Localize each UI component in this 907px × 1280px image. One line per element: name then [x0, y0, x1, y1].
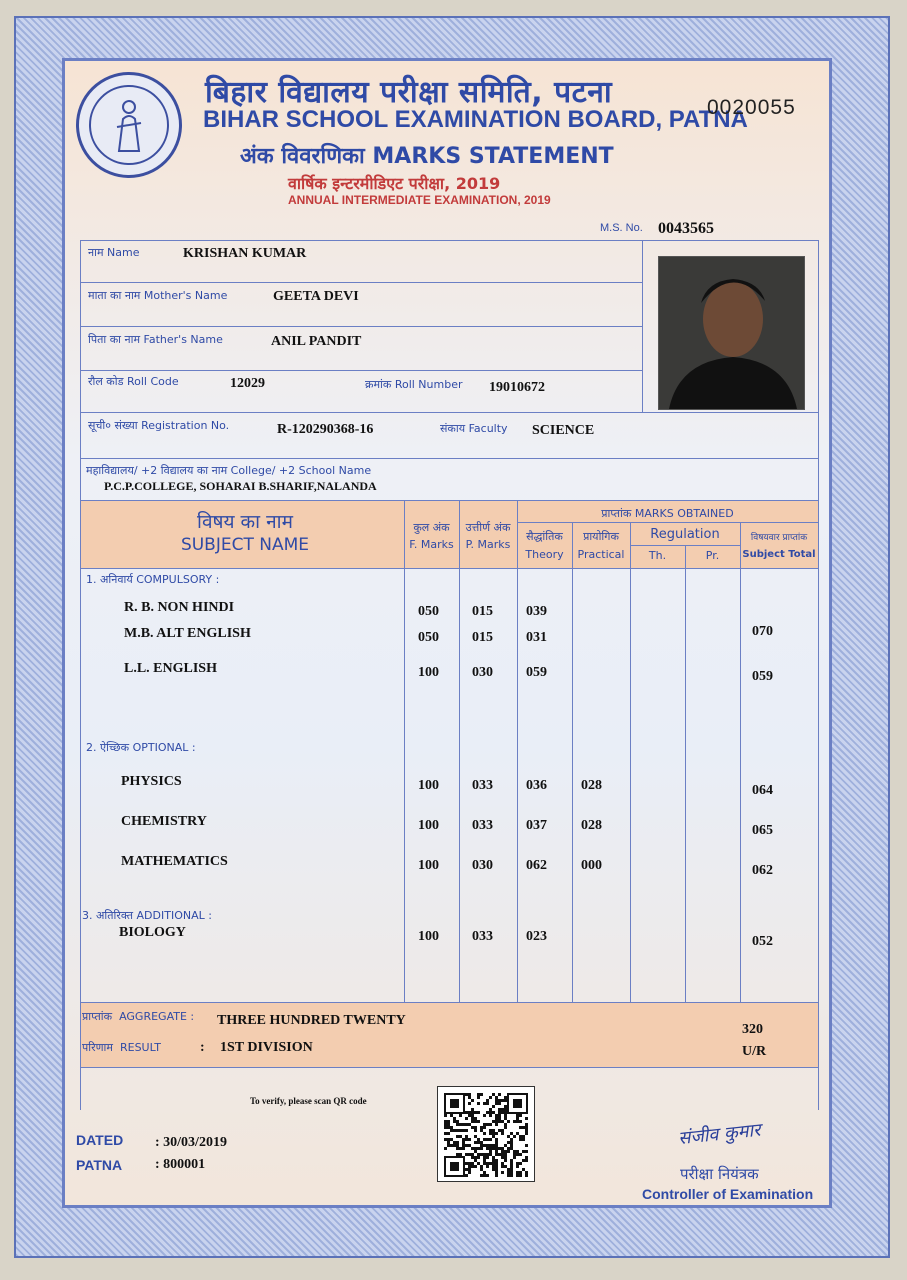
dated-value: : 30/03/2019	[155, 1135, 227, 1150]
patna-label: PATNA	[76, 1157, 123, 1173]
result-value: 1ST DIVISION	[220, 1040, 313, 1055]
regulation-theory-header: Th.	[648, 549, 667, 562]
aggregate-label-hindi: प्राप्तांक	[82, 1010, 113, 1023]
result-label	[82, 1040, 161, 1055]
section-optional: 2. ऐच्छिक OPTIONAL :	[86, 741, 196, 754]
regulation-header: Regulation	[650, 527, 720, 542]
mother-name-label: माता का नाम Mother's Name	[88, 289, 228, 302]
full-marks-cell: 100	[418, 858, 439, 873]
statement-title-english: MARKS STATEMENT	[372, 144, 614, 169]
theory-marks-cell: 031	[526, 630, 547, 645]
full-marks-cell: 100	[418, 778, 439, 793]
full-marks-cell: 100	[418, 665, 439, 680]
board-name-english: BIHAR SCHOOL EXAMINATION BOARD, PATNA	[203, 106, 748, 133]
subject-total-cell: 052	[752, 934, 773, 949]
pass-marks-cell: 030	[472, 665, 493, 680]
practical-header-hindi: प्रायोगिक	[583, 530, 619, 543]
pass-marks-header-hindi: उत्तीर्ण अंक	[465, 521, 511, 534]
subject-name: M.B. ALT ENGLISH	[124, 626, 251, 641]
statement-title-hindi: अंक विवरणिका	[240, 144, 365, 169]
pass-marks-header: P. Marks	[465, 538, 511, 551]
controller-title-hindi: परीक्षा नियंत्रक	[680, 1165, 759, 1183]
student-name: KRISHAN KUMAR	[183, 246, 307, 261]
section-additional: 3. अतिरिक्त ADDITIONAL :	[82, 909, 212, 922]
full-marks-cell: 050	[418, 630, 439, 645]
faculty: SCIENCE	[532, 423, 595, 438]
subject-name: L.L. ENGLISH	[124, 661, 217, 676]
statement-title	[240, 140, 614, 170]
theory-marks-cell: 062	[526, 858, 547, 873]
student-photo	[658, 256, 805, 410]
theory-marks-cell: 039	[526, 604, 547, 619]
roll-number-label: क्रमांक Roll Number	[365, 378, 463, 391]
theory-marks-cell: 036	[526, 778, 547, 793]
qr-code-icon[interactable]	[437, 1086, 535, 1182]
registration-label: सूची० संख्या Registration No.	[88, 419, 230, 432]
exam-name-hindi: वार्षिक इन्टरमीडिएट परीक्षा, 2019	[288, 174, 501, 193]
result-label-english: RESULT	[119, 1041, 161, 1054]
subject-name: BIOLOGY	[119, 925, 186, 940]
subject-total-header-hindi: विषयवार प्राप्तांक	[750, 533, 808, 543]
regulation-practical-header: Pr.	[705, 549, 720, 562]
exam-name-english: ANNUAL INTERMEDIATE EXAMINATION, 2019	[288, 193, 551, 207]
subject-total-cell: 062	[752, 863, 773, 878]
section-compulsory: 1. अनिवार्य COMPULSORY :	[86, 573, 220, 586]
practical-marks-cell: 000	[581, 858, 602, 873]
subject-total-cell: 059	[752, 669, 773, 684]
subject-header-hindi: विषय का नाम	[197, 511, 293, 533]
college-label: महाविद्यालय/ +2 विद्यालय का नाम College/ +2 School Name	[86, 464, 372, 477]
father-name: ANIL PANDIT	[271, 334, 362, 349]
pass-marks-cell: 015	[472, 630, 493, 645]
aggregate-label	[82, 1009, 194, 1024]
theory-header: Theory	[525, 548, 564, 561]
full-marks-cell: 100	[418, 818, 439, 833]
controller-title-english: Controller of Examination	[642, 1186, 814, 1202]
board-seal-icon	[76, 72, 182, 178]
roll-code-label: रौल कोड Roll Code	[88, 375, 179, 388]
subject-total-header: Subject Total	[742, 549, 816, 560]
pin-value: : 800001	[155, 1157, 206, 1172]
registration-number: R-120290368-16	[277, 422, 374, 437]
subject-header-english: SUBJECT NAME	[180, 535, 310, 555]
name-label: नाम Name	[88, 246, 140, 259]
faculty-label: संकाय Faculty	[440, 422, 508, 435]
pass-marks-cell: 033	[472, 818, 493, 833]
roll-number: 19010672	[489, 380, 545, 395]
pass-marks-cell: 033	[472, 929, 493, 944]
marks-obtained-header: प्राप्तांक MARKS OBTAINED	[601, 507, 734, 520]
full-marks-header: F. Marks	[409, 538, 454, 551]
subject-name: CHEMISTRY	[121, 814, 207, 829]
practical-marks-cell: 028	[581, 818, 602, 833]
result-label-hindi: परिणाम	[82, 1041, 113, 1054]
serial-number: 0020055	[707, 96, 796, 119]
board-name-hindi: बिहार विद्यालय परीक्षा समिति, पटना	[205, 75, 613, 110]
ms-no-value: 0043565	[658, 220, 714, 237]
controller-signature: संजीव कुमार	[677, 1119, 762, 1150]
aggregate-value: 320	[742, 1022, 763, 1037]
result-code: U/R	[742, 1044, 767, 1059]
full-marks-cell: 050	[418, 604, 439, 619]
full-marks-cell: 100	[418, 929, 439, 944]
mother-name: GEETA DEVI	[273, 289, 359, 304]
aggregate-in-words: THREE HUNDRED TWENTY	[217, 1013, 406, 1028]
subject-total-cell: 064	[752, 783, 773, 798]
practical-header: Practical	[577, 548, 625, 561]
ms-no-label: M.S. No.	[600, 222, 643, 234]
subject-name: MATHEMATICS	[121, 854, 228, 869]
subject-name: PHYSICS	[121, 774, 182, 789]
dated-label: DATED	[76, 1132, 124, 1148]
theory-header-hindi: सैद्धांतिक	[526, 530, 563, 543]
theory-marks-cell: 059	[526, 665, 547, 680]
subject-total-cell: 070	[752, 624, 773, 639]
verify-instruction: To verify, please scan QR code	[250, 1096, 367, 1106]
subject-total-cell: 065	[752, 823, 773, 838]
full-marks-header-hindi: कुल अंक	[413, 521, 450, 534]
pass-marks-cell: 015	[472, 604, 493, 619]
result-colon: :	[200, 1040, 205, 1055]
pass-marks-cell: 033	[472, 778, 493, 793]
pass-marks-cell: 030	[472, 858, 493, 873]
father-name-label: पिता का नाम Father's Name	[88, 333, 223, 346]
theory-marks-cell: 023	[526, 929, 547, 944]
theory-marks-cell: 037	[526, 818, 547, 833]
college-name: P.C.P.COLLEGE, SOHARAI B.SHARIF,NALANDA	[104, 479, 377, 493]
practical-marks-cell: 028	[581, 778, 602, 793]
aggregate-label-english: AGGREGATE :	[119, 1010, 195, 1023]
roll-code: 12029	[230, 376, 265, 391]
subject-name: R. B. NON HINDI	[124, 600, 235, 615]
